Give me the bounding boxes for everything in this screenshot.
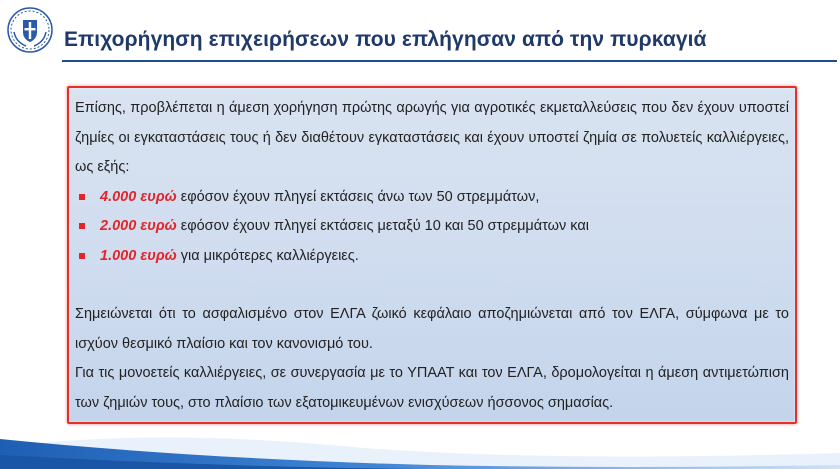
amount-label: 1.000 ευρώ [100, 247, 177, 264]
greek-emblem-icon [6, 6, 54, 54]
page-title: Επιχορήγηση επιχειρήσεων που επλήγησαν από την πυρκαγιά [64, 28, 707, 51]
elga-paragraph: Σημειώνεται ότι το ασφαλισμένο στον ΕΛΓΑ ζωικό κεφάλαιο αποζημιώνεται από τον ΕΛΓΑ, σύμφωνα με το ισχύον θεσμικό πλαίσιο και τον κανονισμό του. [75, 306, 789, 352]
bullet-text: εφόσον έχουν πληγεί εκτάσεις άνω των 50 στρεμμάτων, [176, 188, 540, 205]
bottom-wave-decoration [0, 409, 840, 469]
amount-label: 4.000 ευρώ [100, 188, 177, 205]
list-item [75, 212, 789, 242]
amount-label: 2.000 ευρώ [100, 218, 177, 234]
red-square-bullet-icon [79, 253, 85, 259]
content-panel [67, 86, 797, 424]
bullet-text: εφόσον έχουν πληγεί εκτάσεις μεταξύ 10 και 50 στρεμμάτων και [176, 218, 589, 234]
annual-crops-paragraph: Για τις μονοετείς καλλιέργειες, σε συνεργασία με το ΥΠΑΑΤ και τον ΕΛΓΑ, δρομολογείται η άμεση αντιμετώπιση των ζημιών τους, στο πλαίσιο των εξατομικευμένων ενισχύσεων ήσσονος σημασίας. [75, 365, 789, 411]
title-divider [62, 60, 837, 62]
blank-line [75, 271, 789, 300]
red-square-bullet-icon [79, 194, 85, 200]
amount-list [75, 183, 789, 272]
red-square-bullet-icon [79, 223, 85, 229]
list-item [75, 183, 789, 213]
intro-paragraph: Επίσης, προβλέπεται η άμεση χορήγηση πρώτης αρωγής για αγροτικές εκμεταλλεύσεις που δεν έχουν υποστεί ζημίες οι εγκαταστάσεις τους ή δεν διαθέτουν εγκαταστάσεις και έχουν υποστεί ζημία σε πολυετείς καλλιέργειες, ως εξής: [75, 100, 789, 175]
list-item [75, 242, 789, 272]
bullet-text: για μικρότερες καλλιέργειες. [176, 247, 359, 264]
